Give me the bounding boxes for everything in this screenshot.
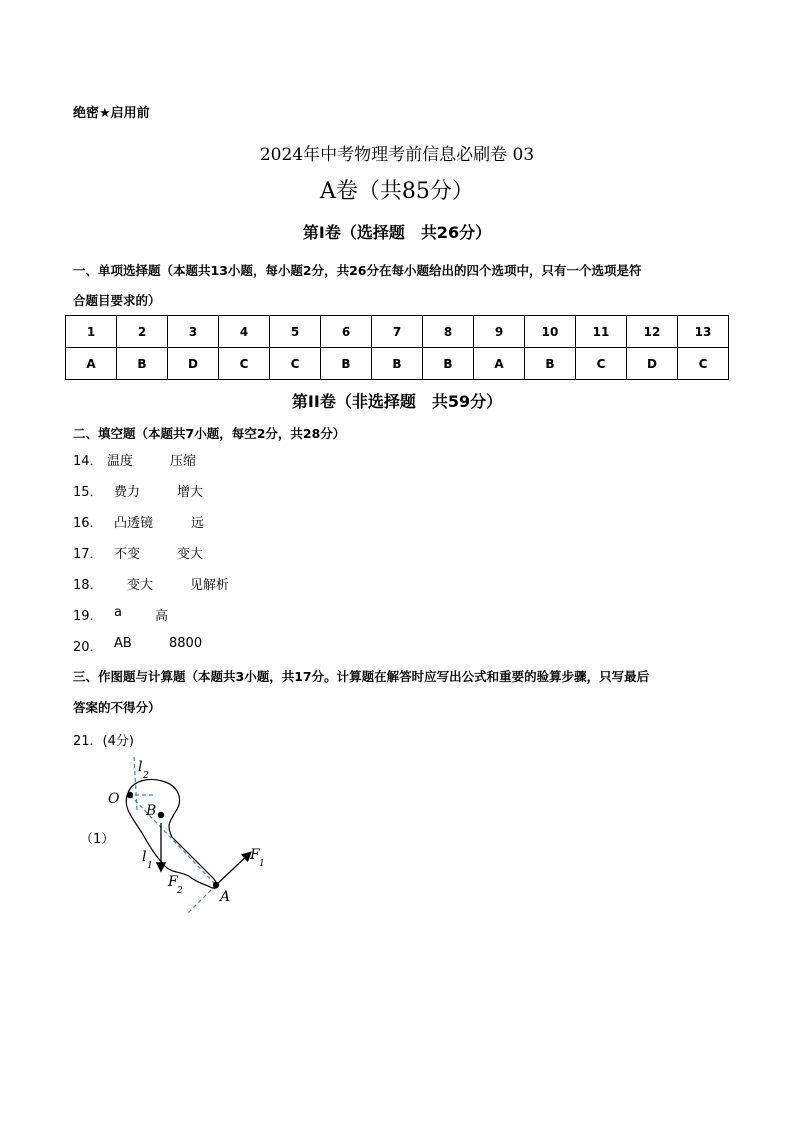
label-f1-sub: 1: [259, 859, 265, 869]
answer-blank-2: 压缩: [170, 454, 197, 469]
section2-instruction: 二、填空题（本题共7小题，每空2分，共28分）: [73, 426, 346, 441]
paper-a-heading: A卷（共85分）: [320, 179, 474, 204]
answer-number: 15．: [73, 485, 103, 500]
section1-instruction-line2: 合题目要求的）: [73, 293, 161, 308]
question-number-cell: 3: [168, 316, 219, 348]
question-number-cell: 1: [66, 316, 117, 348]
dashed-line-diagonal: [130, 795, 216, 885]
answer-number: 17．: [73, 547, 103, 562]
part1-heading: 第I卷（选择题 共26分）: [302, 223, 492, 242]
label-f2: F: [168, 874, 178, 890]
question-number-cell: 9: [474, 316, 525, 348]
label-b: B: [146, 803, 157, 819]
label-f1: F: [250, 847, 260, 863]
answer-blank-1: 凸透镜: [114, 516, 154, 531]
answer-number: 19．: [73, 609, 103, 624]
question-number-cell: 12: [627, 316, 678, 348]
fill-answer-row: [73, 481, 204, 500]
answer-blank-2: 增大: [177, 485, 204, 500]
choice-answer-table: [65, 315, 729, 380]
fill-answer-row: [73, 512, 205, 531]
fill-answer-row: [73, 636, 203, 655]
question-21-label: 21．(4分): [73, 734, 134, 749]
answer-blank-1: a: [114, 605, 122, 620]
fill-answer-row: [73, 574, 230, 593]
label-l2-sub: 2: [143, 771, 149, 781]
question-number-cell: 11: [576, 316, 627, 348]
answer-blank-1: 变大: [127, 578, 154, 593]
fill-answer-row: [73, 605, 169, 624]
answer-cell: C: [219, 348, 270, 380]
label-l1-sub: 1: [147, 861, 153, 871]
answer-cell: C: [678, 348, 729, 380]
point-o: [127, 792, 133, 798]
answer-blank-2: 远: [191, 516, 205, 531]
question-number-cell: 8: [423, 316, 474, 348]
answer-number: 18．: [73, 578, 103, 593]
section1-instruction-line1: 一、单项选择题（本题共13小题，每小题2分，共26分在每小题给出的四个选项中，只有一个选项是符: [73, 263, 642, 278]
answer-number: 20．: [73, 640, 103, 655]
label-l1: l: [142, 849, 147, 865]
answer-blank-1: AB: [114, 636, 132, 651]
question-number-cell: 5: [270, 316, 321, 348]
part2-heading: 第II卷（非选择题 共59分）: [291, 392, 503, 411]
dashed-line-extension: [188, 885, 216, 913]
answer-cell: C: [270, 348, 321, 380]
question-number-cell: 7: [372, 316, 423, 348]
point-a: [213, 882, 219, 888]
answer-cell: C: [576, 348, 627, 380]
answer-cell: D: [627, 348, 678, 380]
section3-instruction-line1: 三、作图题与计算题（本题共3小题，共17分。计算题在解答时应写出公式和重要的验算步骤，只写最后: [73, 669, 650, 684]
answer-blank-2: 高: [155, 609, 169, 624]
table-row-numbers: [66, 316, 729, 348]
confidential-mark: 绝密★启用前: [73, 106, 150, 121]
fill-answer-row: [73, 450, 197, 469]
table-row-answers: [66, 348, 729, 380]
answer-cell: B: [423, 348, 474, 380]
fill-answer-row: [73, 543, 204, 562]
label-a: A: [220, 889, 231, 905]
answer-number: 16．: [73, 516, 103, 531]
answer-blank-1: 温度: [107, 454, 134, 469]
answer-blank-1: 费力: [114, 485, 141, 500]
answer-cell: B: [321, 348, 372, 380]
answer-cell: A: [66, 348, 117, 380]
question-number-cell: 10: [525, 316, 576, 348]
answer-cell: B: [525, 348, 576, 380]
section3-instruction-line2: 答案的不得分）: [73, 700, 161, 715]
answer-cell: D: [168, 348, 219, 380]
question-number-cell: 2: [117, 316, 168, 348]
document-title: 2024年中考物理考前信息必刷卷 03: [259, 145, 535, 165]
label-l2: l: [138, 759, 143, 775]
answer-number: 14．: [73, 454, 103, 469]
label-o: O: [108, 791, 120, 807]
question-number-cell: 6: [321, 316, 372, 348]
label-f2-sub: 2: [177, 886, 183, 896]
lever-diagram: [100, 755, 280, 925]
point-b: [158, 812, 164, 818]
force-f1-arrow: [216, 853, 250, 885]
answer-cell: A: [474, 348, 525, 380]
question-number-cell: 13: [678, 316, 729, 348]
answer-cell: B: [117, 348, 168, 380]
answer-blank-2: 见解析: [190, 578, 230, 593]
answer-cell: B: [372, 348, 423, 380]
answer-blank-2: 变大: [177, 547, 204, 562]
subpart-label: （1）: [80, 832, 115, 847]
answer-blank-1: 不变: [114, 547, 141, 562]
question-number-cell: 4: [219, 316, 270, 348]
answer-blank-2: 8800: [169, 636, 203, 651]
